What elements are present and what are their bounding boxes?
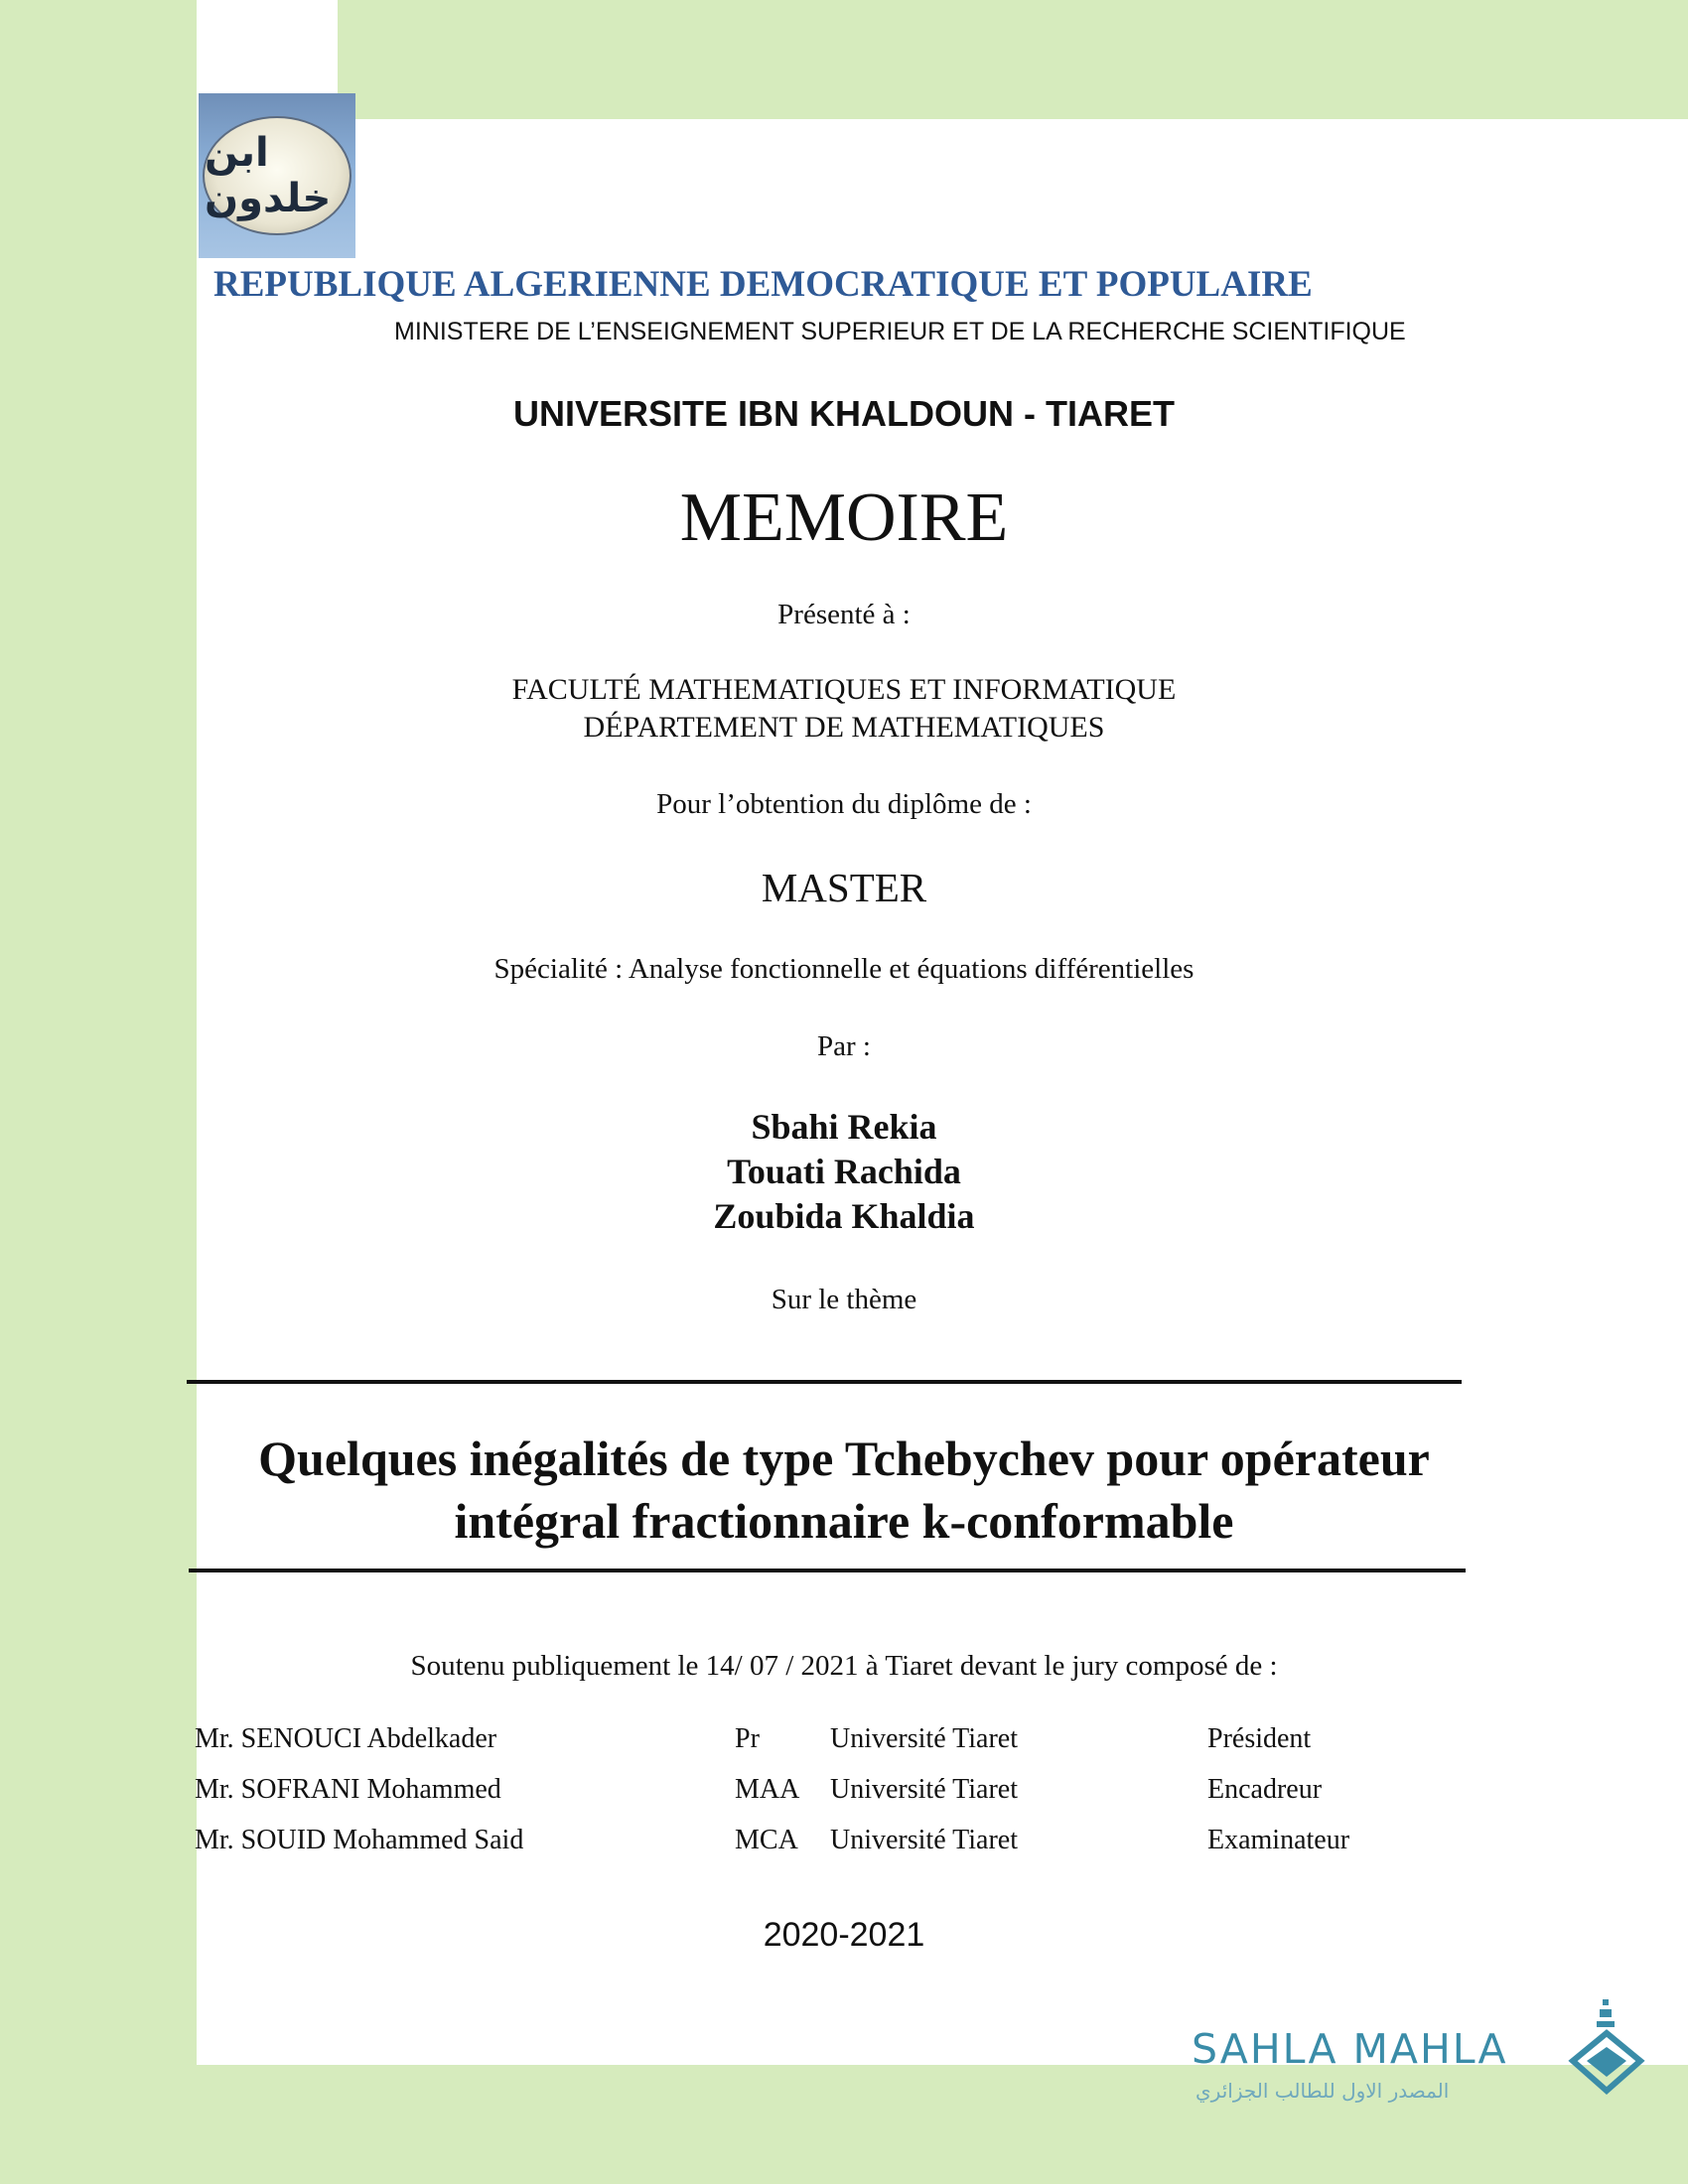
specialty: Spécialité : Analyse fonctionnelle et équations différentielles — [493, 953, 1195, 985]
degree-intro: Pour l’obtention du diplôme de : — [656, 788, 1032, 820]
academic-year: 2020-2021 — [763, 1916, 925, 1954]
jury-member-grade: MCA — [735, 1825, 798, 1855]
jury-member-university: Université Tiaret — [830, 1723, 1018, 1754]
logo-calligraphy: ابن خلدون — [205, 130, 332, 221]
jury-member-role: Président — [1207, 1723, 1312, 1754]
jury-member-role: Examinateur — [1207, 1825, 1350, 1855]
author-name: Zoubida Khaldia — [713, 1196, 975, 1236]
defense-statement: Soutenu publiquement le 14/ 07 / 2021 à Tiaret devant le jury composé de : — [410, 1650, 1278, 1682]
ministry-heading: MINISTERE DE L’ENSEIGNEMENT SUPERIEUR ET DE LA RECHERCHE SCIENTIFIQUE — [394, 318, 1406, 345]
by-label: Par : — [817, 1030, 871, 1062]
watermark-logo-icon — [1567, 1995, 1646, 2105]
jury-member-grade: Pr — [735, 1723, 760, 1754]
document-type: MEMOIRE — [679, 479, 1009, 556]
thesis-title-line-2: intégral fractionnaire k-conformable — [454, 1493, 1234, 1549]
jury-member-name: Mr. SOUID Mohammed Said — [195, 1825, 524, 1855]
author-name: Sbahi Rekia — [751, 1107, 937, 1147]
jury-row — [195, 1723, 1485, 1774]
jury-member-name: Mr. SOFRANI Mohammed — [195, 1774, 501, 1805]
jury-member-university: Université Tiaret — [830, 1774, 1018, 1805]
jury-row — [195, 1825, 1485, 1875]
university-heading: UNIVERSITE IBN KHALDOUN - TIARET — [513, 393, 1175, 434]
theme-intro: Sur le thème — [771, 1284, 917, 1315]
page-border-top-strip — [338, 0, 1658, 119]
title-rule-top — [187, 1380, 1462, 1384]
title-rule-bottom — [189, 1569, 1466, 1572]
jury-member-grade: MAA — [735, 1774, 800, 1805]
presented-to: Présenté à : — [777, 599, 911, 630]
thesis-title-line-1: Quelques inégalités de type Tchebychev pour opérateur — [258, 1431, 1430, 1486]
jury-member-name: Mr. SENOUCI Abdelkader — [195, 1723, 497, 1754]
university-logo — [199, 93, 355, 258]
jury-table — [195, 1723, 1485, 1875]
republic-heading: REPUBLIQUE ALGERIENNE DEMOCRATIQUE ET POPULAIRE — [213, 264, 1313, 305]
jury-row — [195, 1774, 1485, 1825]
university-seal — [203, 116, 352, 235]
author-name: Touati Rachida — [727, 1152, 961, 1191]
jury-member-role: Encadreur — [1207, 1774, 1323, 1805]
watermark-brand: SAHLA MAHLA — [1192, 2025, 1508, 2073]
degree-name: MASTER — [761, 865, 927, 910]
jury-member-university: Université Tiaret — [830, 1825, 1018, 1855]
department-name: DÉPARTEMENT DE MATHEMATIQUES — [583, 711, 1105, 744]
watermark-tagline: المصدر الاول للطالب الجزائري — [1196, 2079, 1450, 2103]
faculty-name: FACULTÉ MATHEMATIQUES ET INFORMATIQUE — [511, 673, 1177, 706]
